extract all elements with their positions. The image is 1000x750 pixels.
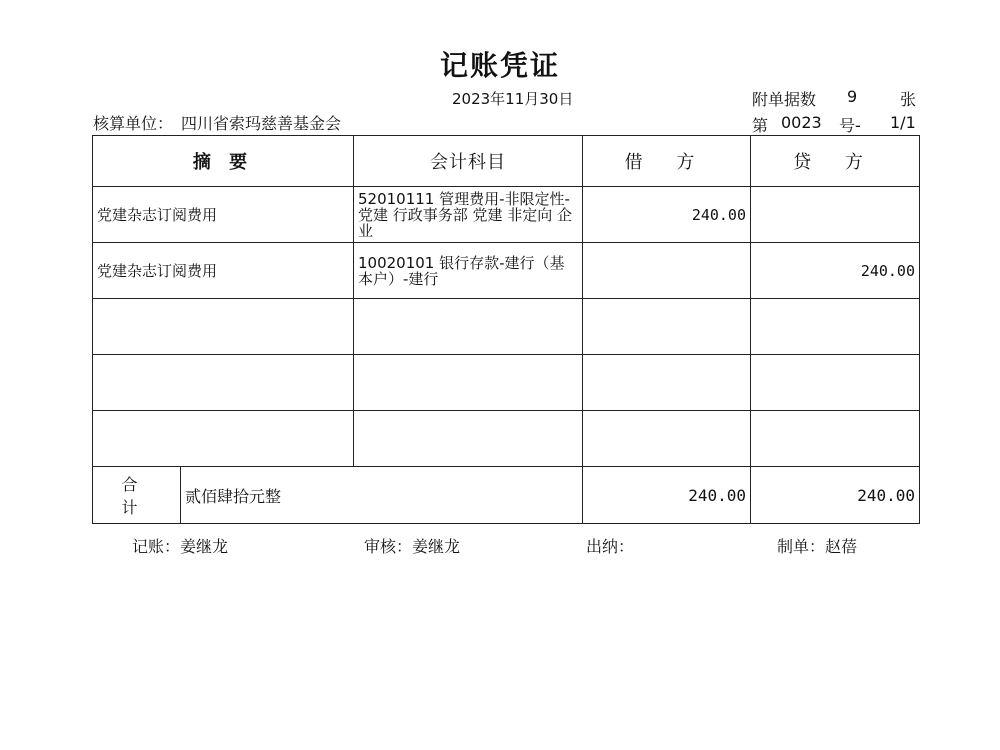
table-row	[93, 243, 920, 299]
bookkeeper-name: 姜继龙	[180, 537, 229, 556]
total-amount-words: 贰佰肆拾元整	[181, 467, 583, 524]
voucher-title: 记账凭证	[439, 49, 560, 82]
bookkeeper-label: 记账：	[132, 537, 181, 556]
row-account: 52010111 管理费用-非限定性-党建 行政事务部 党建 非定向 企业	[354, 187, 583, 243]
voucher-no: 0023	[781, 113, 822, 132]
preparer-label: 制单：	[777, 537, 826, 556]
cashier-label: 出纳：	[586, 537, 635, 556]
row-credit	[751, 355, 920, 411]
row-summary	[93, 411, 354, 467]
row-summary: 党建杂志订阅费用	[93, 243, 354, 299]
header-credit: 贷 方	[751, 136, 920, 187]
attachment-unit: 张	[900, 90, 917, 109]
reviewer-signature	[364, 534, 460, 557]
ledger-table	[92, 135, 920, 524]
table-row	[93, 299, 920, 355]
header-summary: 摘 要	[93, 136, 354, 187]
row-account	[354, 355, 583, 411]
row-credit	[751, 411, 920, 467]
preparer-name: 赵蓓	[825, 537, 858, 556]
row-debit: 240.00	[583, 187, 751, 243]
attachment-number: 9	[847, 87, 858, 106]
row-debit	[583, 411, 751, 467]
row-summary	[93, 355, 354, 411]
header-row	[93, 136, 920, 187]
row-debit	[583, 355, 751, 411]
bookkeeper-signature	[132, 534, 228, 557]
total-credit: 240.00	[751, 467, 920, 524]
total-row	[93, 467, 920, 524]
reviewer-name: 姜继龙	[412, 537, 461, 556]
voucher-page-no: 1/1	[890, 113, 916, 132]
total-debit: 240.00	[583, 467, 751, 524]
accounting-unit	[93, 111, 341, 134]
preparer-signature	[777, 534, 857, 557]
row-account	[354, 411, 583, 467]
row-credit: 240.00	[751, 243, 920, 299]
voucher-date: 2023年11月30日	[452, 90, 574, 108]
row-debit	[583, 243, 751, 299]
unit-label: 核算单位：	[93, 114, 174, 133]
table-row	[93, 187, 920, 243]
attachment-label: 附单据数	[752, 90, 817, 109]
row-account	[354, 299, 583, 355]
unit-value: 四川省索玛慈善基金会	[181, 114, 342, 133]
header-debit: 借 方	[583, 136, 751, 187]
header-account: 会计科目	[354, 136, 583, 187]
total-label: 合 计	[93, 467, 181, 524]
voucher-suffix: 号-	[839, 116, 861, 135]
row-summary	[93, 299, 354, 355]
row-credit	[751, 299, 920, 355]
cashier-signature	[586, 534, 634, 557]
voucher-prefix: 第	[752, 116, 769, 135]
row-credit	[751, 187, 920, 243]
reviewer-label: 审核：	[364, 537, 413, 556]
row-debit	[583, 299, 751, 355]
table-row	[93, 411, 920, 467]
table-row	[93, 355, 920, 411]
row-summary: 党建杂志订阅费用	[93, 187, 354, 243]
row-account: 10020101 银行存款-建行（基本户）-建行	[354, 243, 583, 299]
